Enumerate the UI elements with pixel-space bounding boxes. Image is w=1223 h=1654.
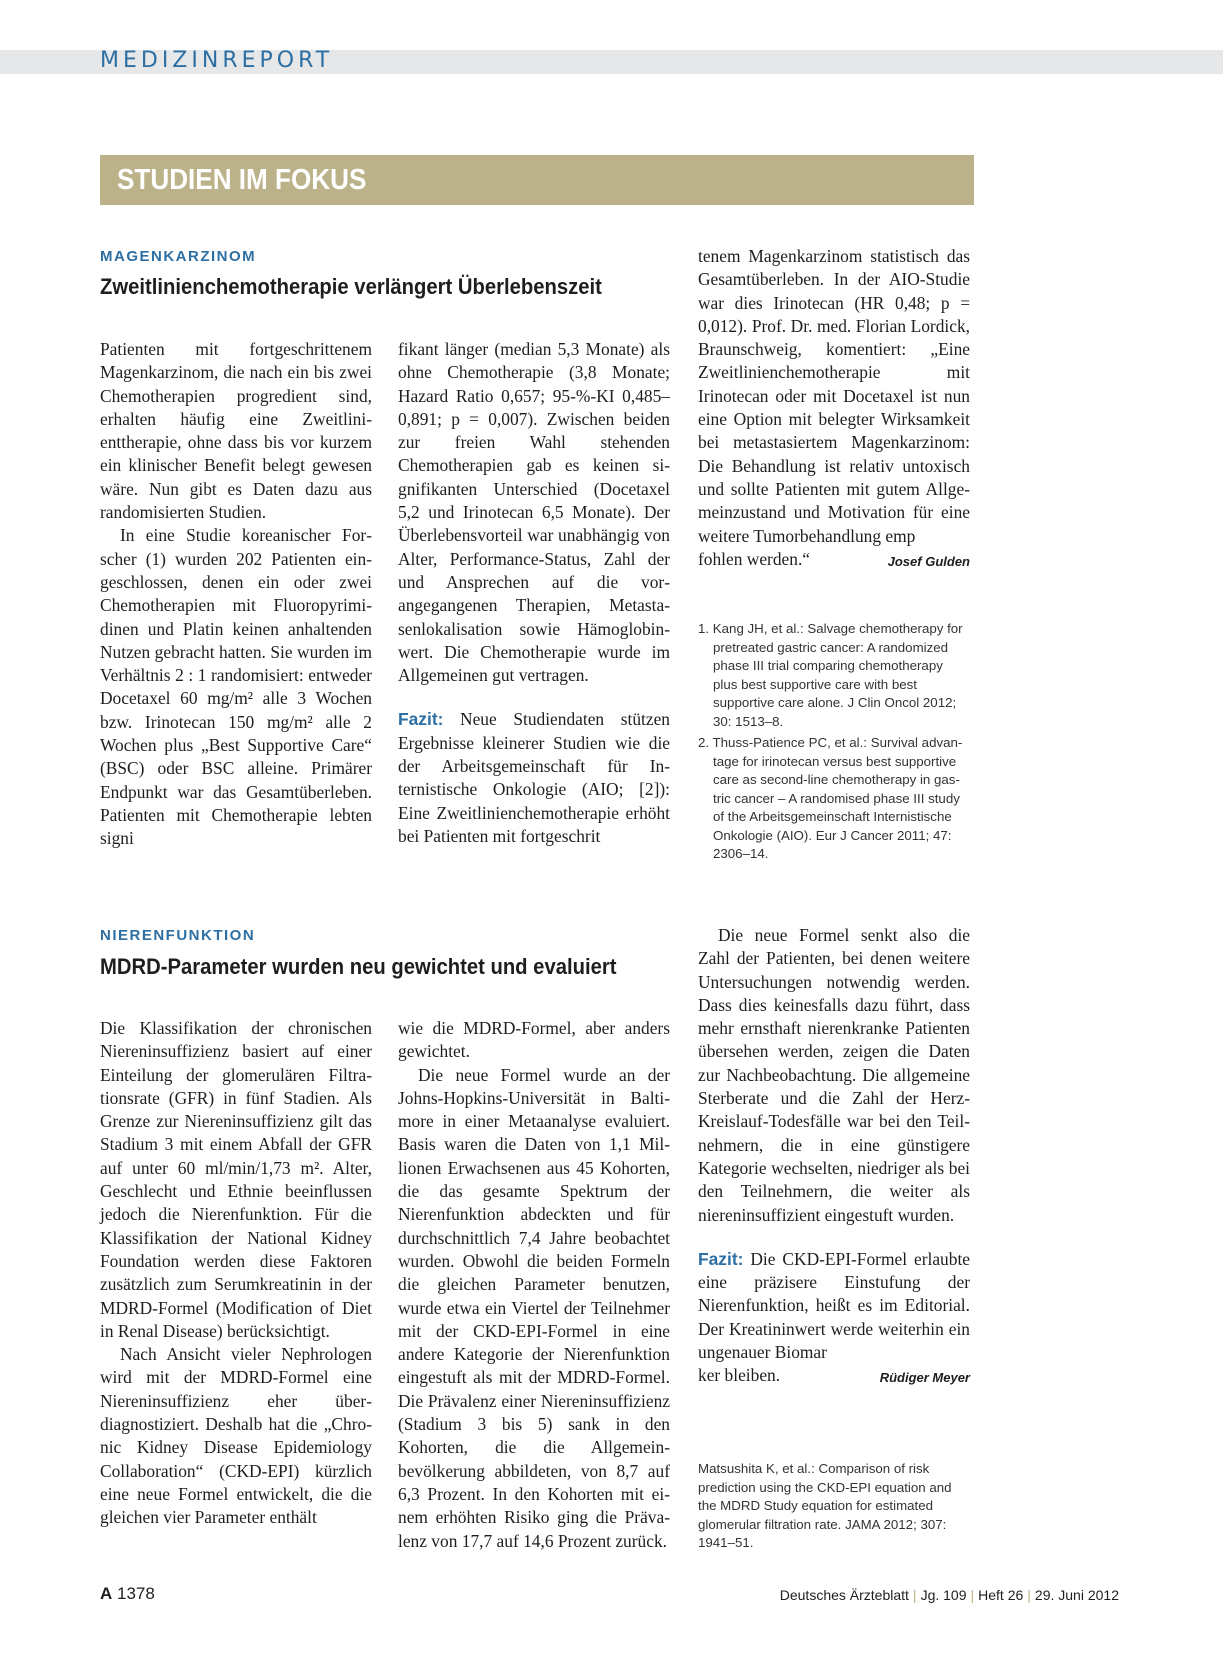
article2-col3-para1: Die neue Formel senkt also die Zahl der Patienten, bei denen weitere Untersuchungen notwendig werden. Dass dies keinesfalls dazu führt, dass mehr ernsthaft nierenkranke Patienten übersehen werden, zeigen die Daten zur Nachbeobachtung. Die allgemeine Sterberate und die Zahl der Herz-Kreislauf-Todesfälle war bei den Teilnehmern, die in eine günstigere Kategorie wechselten, niedriger als bei den Teilnehmern, die weiter als niereninsuffizient eingestuft wurden. xyxy=(698,925,970,1225)
journal-date: 29. Juni 2012 xyxy=(1034,1587,1119,1603)
article2-headline: MDRD-Parameter wurden neu gewichtet und evaluiert xyxy=(100,954,617,979)
article1-fazit-text: Neue Studiendaten stützen Ergebnisse kleinerer Studien wie die der Arbeitsgemeinschaft für Internistische Onkologie (AIO; [2]): Eine Zweitlinienchemotherapie erhöht bei Patienten mit fortgeschrit xyxy=(398,709,670,846)
reference: Matsushita K, et al.: Comparison of risk prediction using the CKD-EPI equation and the MDRD Study equation for estimated glomerular filtration rate. JAMA 2012; 307: 1941–51. xyxy=(698,1461,952,1550)
article2-fazit-text: Die CKD-EPI-Formel erlaubte eine präzisere Einstufung der Nierenfunktion, heißt es im Editorial. Der Kreatininwert werde weiterhin ein ungenauer Biomar xyxy=(698,1248,970,1363)
journal-issue: Heft 26 xyxy=(978,1587,1024,1603)
article2-column-1 xyxy=(100,1017,372,1530)
journal-info: Deutsches Ärzteblatt | Jg. 109 | Heft 26 | 29. Juni 2012 xyxy=(779,1587,1119,1603)
article1-col3-last: fohlen werden.“ Josef Gulden xyxy=(698,548,970,571)
article2-column-3 xyxy=(698,924,970,1390)
article1-column-2 xyxy=(398,338,670,848)
article1-col1-para2: In eine Studie koreanischer Forscher (1) wurden 202 Patienten eingeschlossen, denen ein oder zwei Chemotherapien mit Fluoropyrimidinen und Platin keinen anhaltenden Nutzen gebracht hatten. Sie wurden im Verhältnis 2 : 1 randomisiert: entweder Docetaxel 60 mg/m² alle 3 Wochen bzw. Irinotecan 150 mg/m² alle 2 Wochen plus „Best Supportive Care“ (BSC) oder BSC alleine. Primärer Endpunkt war das Gesamtüberleben. Patienten mit Chemotherapie lebten signi xyxy=(100,525,372,849)
article1-col2-para1: fikant länger (median 5,3 Monate) als ohne Chemotherapie (3,8 Monate; Hazard Ratio 0,657; 95-%-KI 0,485–0,891; p = 0,007). Zwischen beiden zur freien Wahl stehenden Chemotherapien gab es keinen signifikanten Unterschied (Docetaxel 5,2 und Irinotecan 6,5 Monate). Der Überlebensvorteil war unabhängig von Alter, Performance-Status, Zahl der und Ansprechen auf die vorangegangenen Therapien, Metastasenlokalisation sowie Hämoglobinwert. Die Chemotherapie wurde im Allgemeinen gut vertragen. xyxy=(398,339,670,686)
fazit-label: Fazit: xyxy=(698,1248,744,1269)
article2-col1-para2: Nach Ansicht vieler Nephrologen wird mit der MDRD-Formel eine Niereninsuffizienz eher überdiagnostiziert. Deshalb hat die „Chronic Kidney Disease Epidemiology Collaboration“ (CKD-EPI) kürzlich eine neue Formel entwickelt, die die gleichen vier Parameter enthält xyxy=(100,1344,372,1528)
journal-volume: Jg. 109 xyxy=(920,1587,967,1603)
article2-col2-para2: Die neue Formel wurde an der Johns-Hopkins-Universität in Baltimore in einer Metaanalyse evaluiert. Basis waren die Daten von 1,1 Millionen Erwachsenen aus 45 Kohorten, die das gesamte Spektrum der Nierenfunktion abdeckten und für durchschnittlich 7,4 Jahre beobachtet wurden. Obwohl die beiden Formeln die gleichen Parameter benutzen, wurde etwa ein Viertel der Teilnehmer mit der CKD-EPI-Formel in eine andere Kategorie der Nierenfunktion eingestuft als mit der MDRD-Formel. Die Prävalenz einer Niereninsuffizienz (Stadium 3 bis 5) sank in den Kohorten, die die Allgemeinbevölkerung abbildeten, von 8,7 auf 6,3 Prozent. In den Kohorten mit einem erhöhten Risiko ging die Prävalenz von 17,7 auf 14,6 Prozent zurück. xyxy=(398,1064,670,1551)
article1-fazit xyxy=(398,708,670,848)
journal-name: Deutsches Ärzteblatt xyxy=(779,1587,909,1603)
article2-author: Rüdiger Meyer xyxy=(879,1370,970,1386)
article2-kicker: NIERENFUNKTION xyxy=(100,927,256,944)
article2-column-2 xyxy=(398,1017,670,1553)
banner-title: STUDIEN IM FOKUS xyxy=(117,164,367,196)
article1-column-3 xyxy=(698,245,970,573)
page-number: A 1378 xyxy=(100,1584,155,1603)
article2-col3-last: ker bleiben. Rüdiger Meyer xyxy=(698,1364,970,1387)
article1-col3-para1: tenem Magenkarzinom statistisch das Gesamtüberleben. In der AIO-Studie war dies Irinotecan (HR 0,48; p = 0,012). Prof. Dr. med. Florian Lordick, Braunschweig, komentiert: „Eine Zweitlinienchemotherapie mit Irinotecan oder mit Docetaxel ist nun eine Option mit belegter Wirksamkeit bei metastasiertem Magenkarzinom: Die Behandlung ist relativ untoxisch und sollte Patienten mit gutem Allgemeinzustand und Motivation für eine weitere Tumorbehandlung emp xyxy=(698,246,970,546)
article1-kicker: MAGENKARZINOM xyxy=(100,248,257,265)
reference-2: 2. Thuss-Patience PC, et al.: Survival advantage for irinotecan versus best supportive care as second-line chemotherapy in gastric cancer – A randomised phase III study of the Arbeitsgemeinschaft Internistische Onkologie (AIO). Eur J Cancer 2011; 47: 2306–14. xyxy=(698,735,963,861)
article1-col1-para1: Patienten mit fortgeschrittenem Magenkarzinom, die nach ein bis zwei Chemotherapien progredient sind, erhalten häufig eine Zweitlinienttherapie, ohne dass bis vor kurzem ein klinischer Benefit belegt gewesen wäre. Nun gibt es Daten dazu aus randomisierten Studien. xyxy=(100,339,372,523)
article1-column-1 xyxy=(100,338,372,851)
article1-references xyxy=(698,620,970,867)
article1-headline: Zweitlinienchemotherapie verlängert Überlebenszeit xyxy=(100,274,602,299)
section-label: MEDIZINREPORT xyxy=(100,48,334,73)
article2-col1-para1: Die Klassifikation der chronischen Niereninsuffizienz basiert auf einer Einteilung der glomerulären Filtrationsrate (GFR) in fünf Stadien. Als Grenze zur Niereninsuffizienz gilt das Stadium 3 mit einem Abfall der GFR auf unter 60 ml/min/1,73 m². Alter, Geschlecht und Ethnie beeinflussen jedoch die Nierenfunktion. Für die Klassifikation der National Kidney Foundation werden diese Faktoren zusätzlich zum Serumkreatinin in der MDRD-Formel (Modification of Diet in Renal Disease) berücksichtigt. xyxy=(100,1018,372,1341)
article2-col2-para1: wie die MDRD-Formel, aber anders gewichtet. xyxy=(398,1018,670,1062)
article1-author: Josef Gulden xyxy=(887,553,970,569)
article2-references xyxy=(698,1460,970,1556)
banner xyxy=(100,155,974,205)
fazit-label: Fazit: xyxy=(398,709,444,730)
reference-1: 1. Kang JH, et al.: Salvage chemotherapy for pretreated gastric cancer: A randomized phase III trial comparing chemotherapy plus best supportive care with best supportive care alone. J Clin Oncol 2012; 30: 1513–8. xyxy=(698,621,963,729)
article2-fazit xyxy=(698,1248,970,1364)
